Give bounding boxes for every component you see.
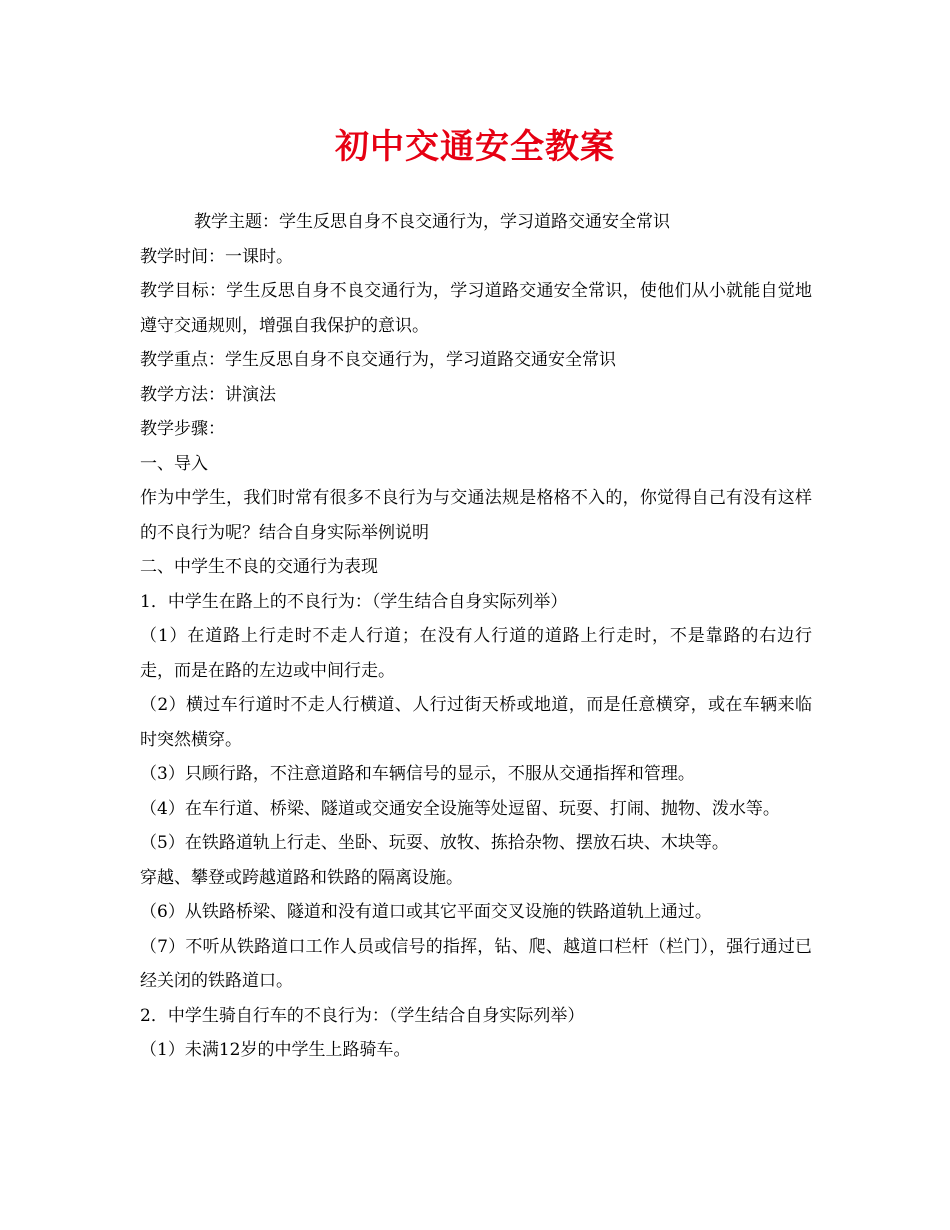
list-item: 穿越、攀登或跨越道路和铁路的隔离设施。 — [140, 867, 463, 888]
subheading-cycling: 2．中学生骑自行车的不良行为：（学生结合自身实际列举） — [140, 1005, 585, 1026]
list-item: （2）横过车行道时不走人行横道、人行过街天桥或地道，而是任意横穿，或在车辆来临时突然横穿。 — [140, 695, 812, 750]
list-item: （1）在道路上行走时不走人行道；在没有人行道的道路上行走时，不是靠路的右边行走，而是在路的左边或中间行走。 — [140, 626, 812, 681]
paragraph-focus: 教学重点：学生反思自身不良交通行为，学习道路交通安全常识 — [140, 350, 616, 370]
paragraph-steps: 教学步骤： — [140, 419, 225, 439]
list-item: （5）在铁路道轨上行走、坐卧、玩耍、放牧、拣拾杂物、摆放石块、木块等。 — [140, 833, 729, 853]
list-item: （7）不听从铁路道口工作人员或信号的指挥，钻、爬、越道口栏杆（栏门），强行通过已经关闭的铁路道口。 — [140, 936, 812, 991]
paragraph-goal: 教学目标：学生反思自身不良交通行为，学习道路交通安全常识，使他们从小就能自觉地遵守交通规则，增强自我保护的意识。 — [140, 281, 812, 336]
document-body — [140, 205, 812, 1068]
paragraph-intro: 作为中学生，我们时常有很多不良行为与交通法规是格格不入的，你觉得自己有没有这样的不良行为呢？结合自身实际举例说明 — [140, 488, 812, 543]
paragraph-time: 教学时间：一课时。 — [140, 246, 293, 267]
paragraph-theme: 教学主题：学生反思自身不良交通行为，学习道路交通安全常识 — [194, 212, 670, 232]
document-title: 初中交通安全教案 — [335, 127, 615, 167]
subheading-walking: 1．中学生在路上的不良行为：（学生结合自身实际列举） — [140, 591, 568, 612]
paragraph-method: 教学方法：讲演法 — [140, 384, 276, 405]
list-item: （3）只顾行路，不注意道路和车辆信号的显示，不服从交通指挥和管理。 — [140, 764, 695, 784]
list-item: （6）从铁路桥梁、隧道和没有道口或其它平面交叉设施的铁路道轨上通过。 — [140, 902, 712, 922]
section-heading-intro: 一、导入 — [140, 453, 208, 474]
list-item: （4）在车行道、桥梁、隧道或交通安全设施等处逗留、玩耍、打闹、抛物、泼水等。 — [140, 798, 780, 819]
list-item: （1）未满12岁的中学生上路骑车。 — [140, 1040, 411, 1060]
section-heading-behaviors: 二、中学生不良的交通行为表现 — [140, 557, 378, 577]
